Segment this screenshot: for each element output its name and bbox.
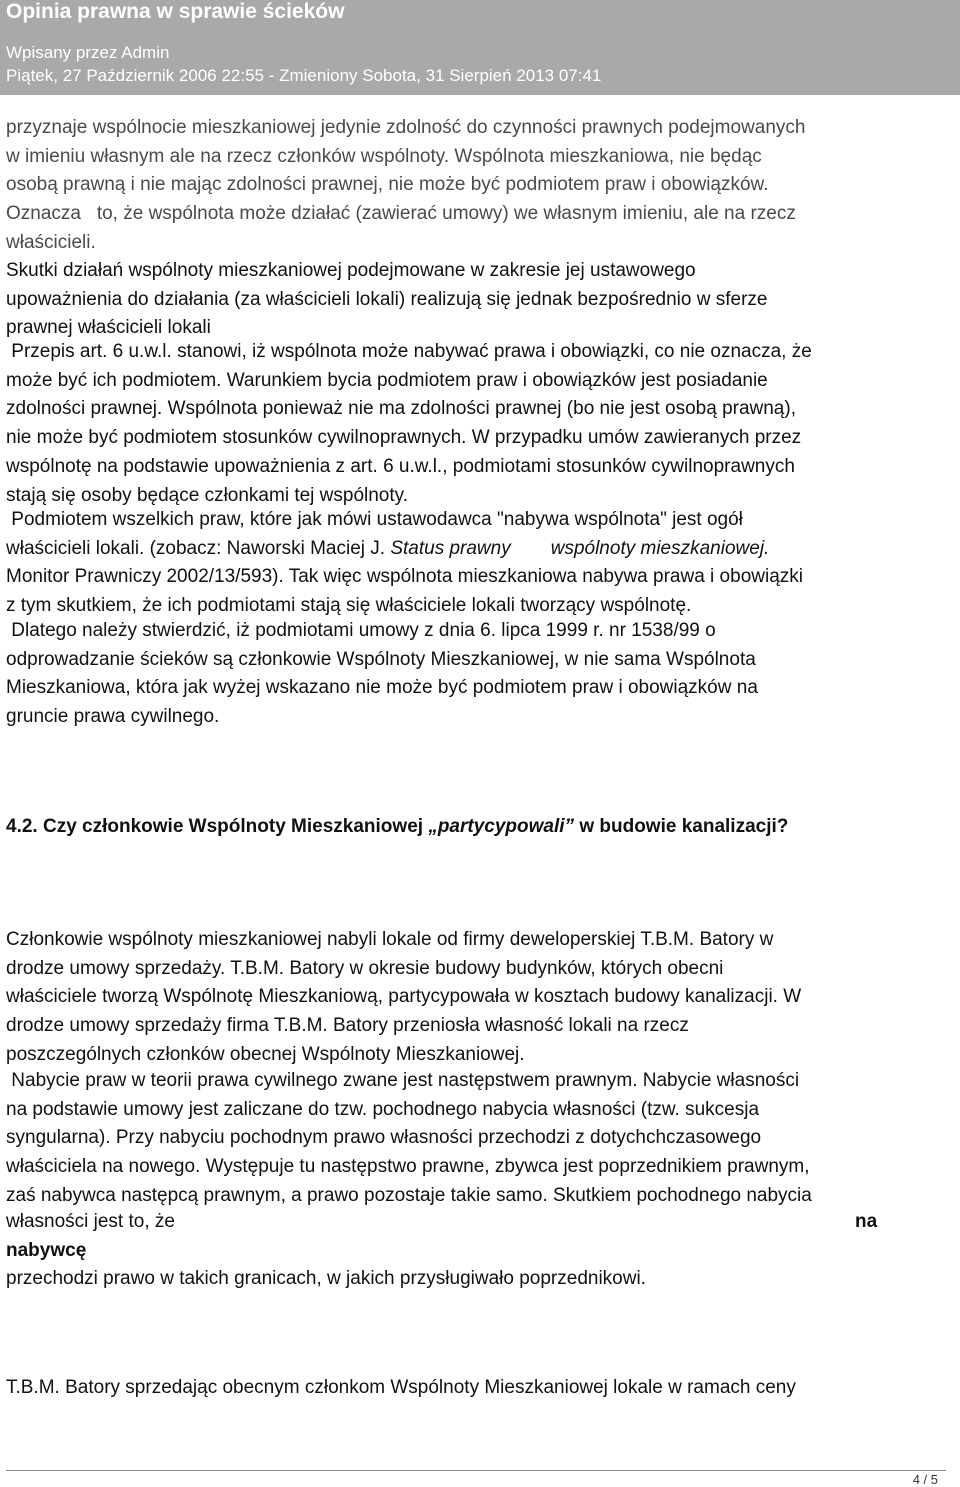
text-line <box>6 535 803 564</box>
text-line: nie może być podmiotem stosunków cywilnoprawnych. W przypadku umów zawieranych przez <box>6 427 802 449</box>
text-line: Dlatego należy stwierdzić, iż podmiotami umowy z dnia 6. lipca 1999 r. nr 1538/99 o <box>6 620 716 641</box>
heading-italic: „partycypowali” <box>428 816 575 837</box>
paragraph-8 <box>6 1374 796 1403</box>
text-line: Członkowie wspólnoty mieszkaniowej nabyli lokale od firmy deweloperskiej T.B.M. Batory w <box>6 929 774 950</box>
text-line: z tym skutkiem, że ich podmiotami stają się właściciele lokali tworzący wspólnotę. <box>6 595 692 617</box>
text-line: drodze umowy sprzedaży firma T.B.M. Batory przeniosła własność lokali na rzecz <box>6 1015 689 1037</box>
paragraph-6 <box>6 926 801 1070</box>
heading-text-end: w budowie kanalizacji? <box>574 816 789 837</box>
text-line: drodze umowy sprzedaży. T.B.M. Batory w okresie budowy budynków, których obecni <box>6 957 724 979</box>
text-line: stają się osoby będące członkami tej wspólnoty. <box>6 484 409 506</box>
text-line: Skutki działań wspólnoty mieszkaniowej podejmowane w zakresie jej ustawowego <box>6 260 696 281</box>
bold-fragment: na <box>855 1211 878 1232</box>
citation-title: Status prawny <box>390 537 511 559</box>
citation-title-cont: wspólnoty mieszkaniowej. <box>550 537 770 559</box>
paragraph-7 <box>6 1067 812 1211</box>
text-line: Mieszkaniowa, która jak wyżej wskazano nie może być podmiotem praw i obowiązków na <box>6 677 758 699</box>
page-title: Opinia prawna w sprawie ścieków <box>6 0 345 23</box>
text-line: T.B.M. Batory sprzedając obecnym członkom Wspólnoty Mieszkaniowej lokale w ramach ceny <box>6 1377 796 1398</box>
paragraph-7-continued <box>6 1208 946 1294</box>
heading-text: 4.2. Czy członkowie Wspólnoty Mieszkaniowej <box>6 816 429 837</box>
text-line: właściciele tworzą Wspólnotę Mieszkaniową, partycypowała w kosztach budowy kanalizacji. W <box>6 986 802 1008</box>
text-line: gruncie prawa cywilnego. <box>6 706 220 728</box>
section-heading <box>6 813 788 841</box>
text-line: upoważnienia do działania (za właścicieli lokali) realizują się jednak bezpośrednio w sferze <box>6 288 768 310</box>
citation-text: właścicieli lokali. (zobacz: Naworski Maciej J. <box>6 537 391 559</box>
footer-divider <box>6 1470 946 1471</box>
text-line: wspólnotę na podstawie upoważnienia z art. 6 u.w.l., podmiotami stosunków cywilnoprawnych <box>6 455 795 477</box>
text-line: poszczególnych członków obecnej Wspólnoty Mieszkaniowej. <box>6 1043 525 1065</box>
text-line: Przepis art. 6 u.w.l. stanowi, iż wspólnota może nabywać prawa i obowiązki, co nie oznacza, że <box>6 341 812 362</box>
text-line: przyznaje wspólnocie mieszkaniowej jedynie zdolność do czynności prawnych podejmowanych <box>6 117 806 138</box>
text-line: właściciela na nowego. Występuje tu następstwo prawne, zbywca jest poprzednikiem prawnym, <box>6 1156 810 1178</box>
bold-fragment: nabywcę <box>6 1239 87 1261</box>
paragraph-1 <box>6 114 805 258</box>
paragraph-5 <box>6 617 758 732</box>
paragraph-2 <box>6 257 767 343</box>
text-line: prawnej właścicieli lokali <box>6 317 211 339</box>
text-line: przechodzi prawo w takich granicach, w jakich przysługiwało poprzednikowi. <box>6 1268 646 1290</box>
paragraph-3 <box>6 338 812 510</box>
text-line: zaś nabywca następcą prawnym, a prawo pozostaje takie samo. Skutkiem pochodnego nabycia <box>6 1184 812 1206</box>
document-header <box>0 0 960 95</box>
text-line <box>6 1208 946 1237</box>
text-fragment: własności jest to, że <box>6 1211 175 1232</box>
date-line: Piątek, 27 Październik 2006 22:55 - Zmieniony Sobota, 31 Sierpień 2013 07:41 <box>6 66 602 85</box>
text-line: Nabycie praw w teorii prawa cywilnego zwane jest następstwem prawnym. Nabycie własności <box>6 1070 800 1091</box>
text-line: na podstawie umowy jest zaliczane do tzw. pochodnego nabycia własności (tzw. sukcesja <box>6 1098 760 1120</box>
text-line: Oznacza to, że wspólnota może działać (zawierać umowy) we własnym imieniu, ale na rzecz <box>6 203 796 225</box>
text-line: Monitor Prawniczy 2002/13/593). Tak więc wspólnota mieszkaniowa nabywa prawa i obowiązki <box>6 566 803 588</box>
text-line: odprowadzanie ścieków są członkowie Wspólnoty Mieszkaniowej, w nie sama Wspólnota <box>6 648 756 670</box>
paragraph-4 <box>6 506 803 621</box>
text-line: w imieniu własnym ale na rzecz członków wspólnoty. Wspólnota mieszkaniowa, nie będąc <box>6 145 762 167</box>
text-line: syngularna). Przy nabyciu pochodnym prawo własności przechodzi z dotychchczasowego <box>6 1127 762 1149</box>
text-line: może być ich podmiotem. Warunkiem bycia podmiotem praw i obowiązków jest posiadanie <box>6 369 768 391</box>
page-number: 4 / 5 <box>912 1472 938 1487</box>
text-line: właścicieli. <box>6 231 96 253</box>
author-line: Wpisany przez Admin <box>6 43 170 62</box>
text-line: osobą prawną i nie mając zdolności prawnej, nie może być podmiotem praw i obowiązków. <box>6 174 769 196</box>
text-line: zdolności prawnej. Wspólnota ponieważ nie ma zdolności prawnej (bo nie jest osobą prawną), <box>6 398 796 420</box>
text-line: Podmiotem wszelkich praw, które jak mówi ustawodawca "nabywa wspólnota" jest ogół <box>6 509 743 530</box>
